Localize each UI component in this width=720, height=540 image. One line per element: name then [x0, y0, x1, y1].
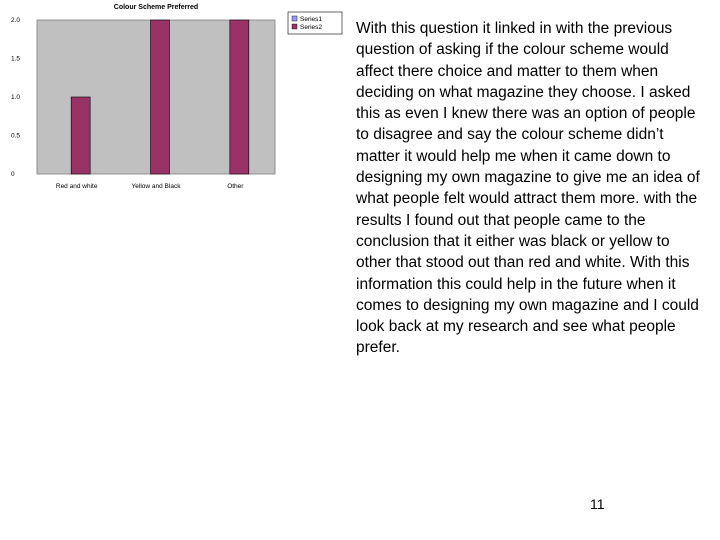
legend-swatch	[292, 16, 297, 21]
x-tick-label: Red and white	[55, 183, 98, 190]
x-tick-label: Other	[227, 183, 244, 190]
y-tick-label: 1.0	[11, 94, 21, 101]
bar-series2	[71, 97, 90, 174]
bar-series2	[230, 20, 249, 174]
y-tick-label: 0.5	[11, 132, 21, 140]
y-tick-label: 1.5	[11, 55, 21, 63]
x-tick-label: Yellow and Black	[131, 183, 181, 190]
y-tick-label: 0	[11, 171, 15, 178]
bar-series2	[151, 20, 170, 174]
page-number: 11	[590, 496, 605, 512]
legend-entry: Series1	[300, 16, 323, 23]
bar-chart	[0, 0, 350, 200]
chart-canvas	[0, 0, 350, 200]
body-paragraph: With this question it linked in with the previous question of asking if the colour scheme would affect there choice and matter to them when deciding on what magazine they choose. I asked this as even I knew there was an option of people to disagree and say the colour scheme didn’t matter it would help me when it came down to designing my own magazine to give me an idea of what people felt would attract them more. with the results I found out that people came to the conclusion that it either was black or yellow to other that stood out than red and white. With this information this could help in the future when it comes to designing my own magazine and I could look back at my research and see what people prefer.	[356, 20, 700, 357]
legend-swatch	[292, 24, 297, 29]
legend-entry: Series2	[300, 24, 323, 31]
chart-title: Colour Scheme Preferred	[113, 4, 199, 11]
y-tick-label: 2.0	[11, 17, 21, 24]
